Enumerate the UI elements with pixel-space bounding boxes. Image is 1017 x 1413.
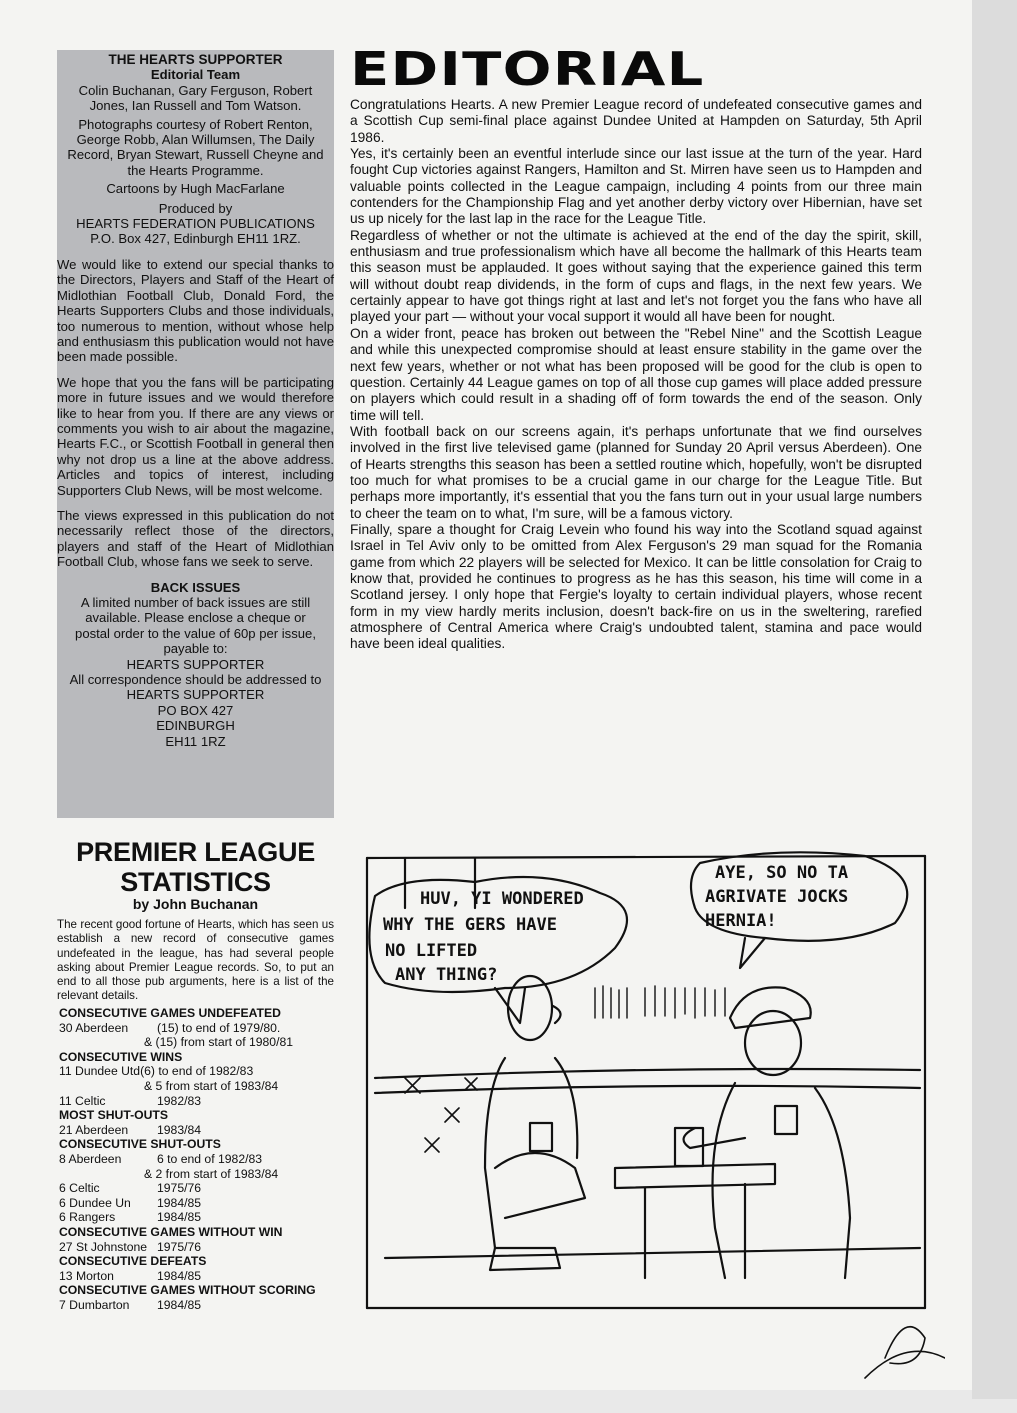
editorial-paragraph: Regardless of whether or not the ultimate is achieved at the end of the day the spirit, skill, enthusiasm and true professionalism which have all become the hallmark of this Hearts team this season must be applauded. It goes without saying that the experience gained this term will without doubt reap dividends, in the form of cups and flags, in the next few years. We certainly appear to have got things right at last and let's not forget you the fans who have all played your part — without your vocal support it would all have been for nought. [350, 227, 922, 325]
stats-row [59, 1064, 349, 1079]
team-label: Editorial Team [150, 67, 241, 83]
stats-row [59, 1167, 349, 1182]
info-heading: THE HEARTS SUPPORTER [108, 52, 283, 67]
stats-team: 21 Aberdeen [59, 1122, 129, 1137]
stats-team: 13 Morton [59, 1268, 114, 1283]
bubble-right-line: AGRIVATE JOCKS [705, 887, 849, 907]
right-man-cup [775, 1106, 797, 1134]
stats-row [59, 1181, 349, 1196]
cartoons-credit: Cartoons by Hugh MacFarlane [106, 181, 285, 197]
thanks-text: We would like to extend our special thanks to the Directors, Players and Staff of the Heart of Midlothian Football Club, Donald Ford, the Hearts Supporters Clubs and those individuals, too numerous to mention, without whose help and enthusiasm this publication would not have been made possible. [57, 256, 334, 365]
stats-detail: 1984/85 [157, 1210, 202, 1225]
bubble-right-line: HERNIA! [705, 911, 777, 931]
editorial-title: EDITORIAL [350, 42, 705, 96]
stats-detail: & 5 from start of 1983/84 [144, 1078, 279, 1093]
editorial-paragraph: On a wider front, peace has broken out between the "Rebel Nine" and the Scottish League and while this unexpected compromise should at least ensure stability in the game over the next few years, whether or not what has been proposed will be good for the club is open to question. Certainly 44 League games on top of all those cup games will place added pressure on players which could result in a shading off of form towards the end of the season. Only time will tell. [350, 325, 922, 423]
bubble-left-line: HUV, YI WONDERED [420, 889, 584, 909]
stats-detail: & (15) from start of 1980/81 [144, 1035, 294, 1050]
stats-row [59, 1152, 349, 1167]
hope-text: We hope that you the fans will be participating more in future issues and we would therefore like to hear from you. If there are any views or comments you wish to air about the magazine, Hearts F.C., or Scottish Football in general then why not drop us a line at the above address. Articles and topics of interest, including Supporters Club News, will be most welcome. [57, 374, 334, 498]
stats-row [59, 1079, 349, 1094]
premier-intro: The recent good fortune of Hearts, which has seen us establish a new record of consecutive games undefeated in the league, has had several people asking about Premier League records. So, to put an end to all those pub arguments, here is a list of the relevant details. [57, 918, 334, 1003]
stats-team: 6 Rangers [59, 1210, 116, 1225]
stats-team: 30 Aberdeen [59, 1020, 129, 1035]
bubble-left-line: NO LIFTED [385, 941, 478, 961]
publisher: HEARTS FEDERATION PUBLICATIONS [76, 216, 315, 232]
correspondence: All correspondence should be addressed to [69, 672, 322, 688]
stats-heading: CONSECUTIVE DEFEATS [59, 1254, 207, 1269]
stats-detail: & 2 from start of 1983/84 [144, 1166, 279, 1181]
bubble-right-line: AYE, SO NO TA [715, 863, 849, 883]
stats-row [59, 1240, 349, 1255]
editorial-paragraph: With football back on our screens again, it's perhaps unfortunate that we find ourselves involved in the first live televised game (planned for Sunday 20 April versus Aberdeen). One of Hearts strengths this season has been a settled routine which, hopefully, won't be disrupted too much for what promises to be a crucial game in our charge for the League Title. But perhaps more importantly, it's essential that you the fans turn out in your usual large numbers to cheer the team on to what, I'm sure, will be a famous victory. [350, 423, 922, 521]
stats-team: 27 St Johnstone [59, 1239, 148, 1254]
info-box [57, 50, 334, 818]
back-issues-text: A limited number of back issues are still available. Please enclose a cheque or postal order to the value of 60p per issue, payable to: [75, 595, 316, 657]
editorial-paragraph: Finally, spare a thought for Craig Levein who found his way into the Scotland squad against Israel in Tel Aviv only to be omitted from Alex Ferguson's 29 man squad for the Romania game from which 22 players will be selected for Mexico. It can be little consolation for Craig to know that, provided he continues to progress as he has this season, his time will come in a Scotland jersey. I only hope that Fergie's loyalty to certain individual players, whose recent form in my view hardly merits inclusion, doesn't back-fire on us in the sweltering, rarefied atmosphere of Central America where Craig's undoubted talent, stamina and pace would have been ideal qualities. [350, 521, 922, 652]
premier-title [57, 837, 334, 897]
editorial-paragraph: Congratulations Hearts. A new Premier League record of undefeated consecutive games and a Scottish Cup semi-final place against Dundee United at Hampden on Saturday, 5th April 1986. [350, 97, 922, 145]
stats-team: 6 Celtic [59, 1181, 100, 1196]
stats-row [59, 1269, 349, 1284]
stats-detail: 1984/85 [157, 1195, 202, 1210]
stats-team: 11 Dundee Utd(6) to end of 1982/83 [59, 1064, 254, 1079]
premier-title-line: PREMIER LEAGUE [76, 837, 315, 867]
team-names: Colin Buchanan, Gary Ferguson, Robert Jones, Ian Russell and Tom Watson. [78, 82, 313, 114]
stats-row [59, 1094, 349, 1109]
address-line: EH11 1RZ [165, 733, 226, 749]
stats-row [59, 1210, 349, 1225]
stats-detail: 1983/84 [157, 1122, 202, 1137]
right-man-head [745, 1011, 801, 1075]
address-line: PO BOX 427 [157, 702, 234, 718]
produced-by: Produced by [158, 200, 233, 216]
stats-detail: (15) to end of 1979/80. [157, 1020, 281, 1035]
stats-team: 8 Aberdeen [59, 1151, 122, 1166]
back-issues-heading: BACK ISSUES [150, 579, 241, 595]
stats-heading: CONSECUTIVE GAMES WITHOUT SCORING [59, 1283, 316, 1298]
stats-detail: 1984/85 [157, 1297, 202, 1312]
page-edge [972, 0, 1017, 1399]
stats-heading: CONSECUTIVE GAMES WITHOUT WIN [59, 1224, 283, 1239]
stats-heading: CONSECUTIVE WINS [59, 1049, 183, 1064]
stats-detail: 1984/85 [157, 1268, 202, 1283]
stats-row [59, 1123, 349, 1138]
stats-heading: MOST SHUT-OUTS [59, 1108, 169, 1123]
editorial-paragraph: Yes, it's certainly been an eventful interlude since our last issue at the turn of the year. Hard fought Cup victories against Rangers, Hamilton and St. Mirren have seen us to Hampden and valuable points collected in the League campaign, including 4 points from our three main contenders for the Championship Flag and yet another derby victory over Hibernian, have set us up nicely for the last lap in the race for the League Title. [350, 146, 922, 227]
editorial-body [350, 97, 922, 653]
cartoon [345, 838, 945, 1413]
bubble-left-line: ANY THING? [395, 965, 498, 985]
stats-detail: 1982/83 [157, 1093, 202, 1108]
stats-heading: CONSECUTIVE SHUT-OUTS [59, 1137, 221, 1152]
address-line: EDINBURGH [156, 718, 235, 734]
right-man-cap [730, 987, 811, 1028]
stats-detail: 1975/76 [157, 1181, 202, 1196]
premier-byline: by John Buchanan [132, 896, 259, 912]
photos-credit: Photographs courtesy of Robert Renton, George Robb, Alan Willumsen, The Daily Record, Bryan Stewart, Russell Cheyne and the Hearts Programme. [67, 116, 324, 178]
stats-detail: 6 to end of 1982/83 [157, 1151, 263, 1166]
address-line: HEARTS SUPPORTER [126, 687, 265, 703]
table-top [615, 1164, 775, 1188]
frame-top [367, 856, 925, 858]
bubble-left-line: WHY THE GERS HAVE [383, 915, 557, 935]
left-man-cup [530, 1123, 552, 1151]
premier-title-line: STATISTICS [120, 867, 271, 897]
stats-row [59, 1298, 349, 1313]
stats-row [59, 1021, 349, 1036]
stats-team: 6 Dundee Un [59, 1195, 131, 1210]
premier-stats [59, 1006, 349, 1312]
stats-team: 11 Celtic [59, 1093, 106, 1108]
signature [865, 1327, 945, 1378]
stats-detail: 1975/76 [157, 1239, 202, 1254]
stats-row [59, 1035, 349, 1050]
stats-heading: CONSECUTIVE GAMES UNDEFEATED [59, 1006, 281, 1020]
payee: HEARTS SUPPORTER [126, 656, 265, 672]
views-text: The views expressed in this publication do not necessarily reflect those of the directors, players and staff of the Heart of Midlothian Football Club, whose fans we seek to serve. [57, 507, 334, 570]
address: P.O. Box 427, Edinburgh EH11 1RZ. [90, 231, 301, 247]
stats-team: 7 Dumbarton [59, 1297, 130, 1312]
stats-row [59, 1196, 349, 1211]
